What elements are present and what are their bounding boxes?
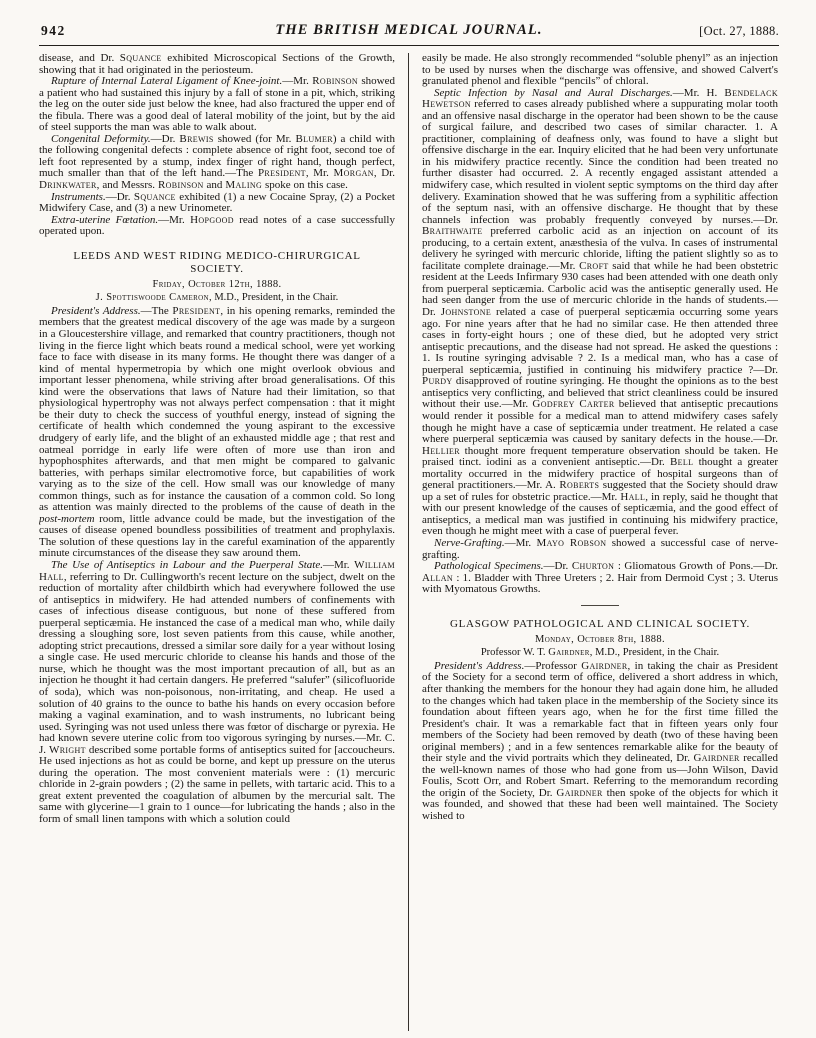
text-segment: room, little advance could be made, but the investigation of the causes of disease opened boundless possibilities of treatment and prophylaxis. The solution of these questions lay in the careful examination of the apparently minute circumstances of the disease they saw around them. [39, 512, 395, 560]
paragraph [422, 661, 778, 823]
italic-text: The Use of Antiseptics in Labour and the Puerperal State. [51, 558, 323, 571]
section-subtitle [39, 279, 395, 292]
text-segment: thought more frequent temperature observation should be taken. He praised tinct. iodini as a convenient antiseptic.—Dr. [422, 444, 778, 469]
text-segment: showed a patient who had sustained this injury by a fall of stone in a pit, which, striking the leg on the outer side just below the knee, had also fractured the upper end of the fibula. There was a good deal of lateral mobility of the joint, but by the aid of steel supports the man was able to walk about. [39, 75, 395, 134]
italic-text: Nerve-Grafting. [434, 536, 505, 549]
text-segment: , referring to Dr. Cullingworth's recent lecture on the subject, dwelt on the reduction of mortality after childbirth which had everywhere followed the use of antiseptics in midwifery. He had attended numbers of confinements with cases of infectious disease contiguous, but none of these suffered from puerperal septicæmia. He instanced the case of a medical man who, while daily dressing a sloughing sore, lost seven patients from this cause, while another, adopting strict precautions, dressed a similar sore daily for a year without losing a single case. He used mercuric chloride to cleanse his hands and those of the nurse, which he thought was the most important precaution of all, but as an injection he thought it had certain dangers. He preferred “salufer” (silicofluoride of soda), which was non-poisonous, non-irritating, and cheap. He used a solution of 40 grains to the ounce to bathe his hands on every occasion before making a vaginal examination, and to wash instruments, no lubricant being used. Syringing was not used unless there was fœtor of discharge or pyrexia. He had known severe uterine colic from too vigorous syringing by nurses.—Mr. C. J. [39, 570, 395, 756]
person-name: Hellier [422, 444, 460, 457]
paragraph [422, 538, 778, 561]
person-name: Purdy [422, 375, 453, 388]
person-name: Godfrey Carter [532, 398, 615, 411]
text-segment: described some portable forms of antiseptics suited for [accoucheurs. He used injections as hot as could be borne, and kept up pressure on the uterus during the operation. The most convenient materials were : (1) mercuric chloride in 2-grain powders ; (2) the same in pellets, with tartaric acid. This to a great extent prevented the coagulation of albumen by the mercurial salt. The same with glycerine—1 grain to 1 ounce—for lubricating the hands ; also in the form of small linen tampons with which a solution could [39, 743, 395, 825]
page-body [39, 53, 779, 1031]
text-segment: , in taking the chair as President of the Society for a second term of office, delivered a short address in which, after thanking the members for the honour they had again done him, he alluded to the changes which had taken place in the membership of the Society since its foundation about fifteen years ago, when he for the first time filled the President's chair. It was a remarkable fact that in fifteen years only four members of the Society had been removed by death (two of these having been original members) ; and in a few sentences remarkable alike for the beauty of their style and the vivid portraits which they delineated, Dr. [422, 659, 778, 765]
text-segment: —Mr. [158, 213, 191, 226]
section-subtitle [39, 292, 395, 305]
italic-text: Rupture of Internal Lateral Ligament of Knee-joint. [51, 75, 283, 88]
person-name: Brewis [179, 132, 214, 145]
text-segment: —Mr. [504, 536, 537, 549]
section-title [444, 618, 756, 631]
person-name: Morgan [333, 167, 374, 180]
text-segment: , M.D., President, in the Chair. [208, 292, 339, 304]
left-column [39, 53, 395, 1031]
person-name: Gairdner [548, 647, 590, 659]
paragraph [39, 192, 395, 215]
right-column [422, 53, 778, 1031]
text-segment: disapproved of routine syringing. He thought the opinions as to the best antiseptics very conflicting, and believed that strict cleanliness could be insured without their use.—Mr. [422, 375, 778, 411]
italic-text: Extra-uterine Fœtation. [51, 213, 159, 226]
text-segment: recalled the well-known names of those who had gone from us—John Wilson, David Foulis, Scott Orr, and Robert Smart. Referring to the memorandum recording the origin of the Society, Dr. [422, 752, 778, 799]
person-name: Blumer [295, 132, 333, 145]
text-segment: —Dr. [150, 132, 180, 145]
paragraph [39, 560, 395, 826]
paragraph [39, 306, 395, 560]
person-name: President [257, 167, 306, 180]
text-segment: , Mr. [305, 167, 334, 180]
section-subtitle [422, 647, 778, 660]
text-segment: spoke on this case. [262, 179, 348, 192]
italic-text: President's Address. [434, 659, 525, 672]
journal-title: THE BRITISH MEDICAL JOURNAL. [275, 22, 543, 38]
text-segment: believed that antiseptic precautions would render it possible for a medical man to attend midwifery cases safely though he might have a case of septicæmia under treatment. He related a case where puerperal septicæmia was caused by sanitary defects in the house.—Dr. [422, 398, 778, 446]
person-name: Gairdner [581, 659, 628, 672]
text-segment: —Dr. [543, 560, 572, 573]
person-name: Robinson [312, 75, 358, 88]
person-name: Mayo Robson [536, 536, 607, 549]
paragraph [39, 134, 395, 192]
person-name: Maling [225, 179, 263, 192]
page-number: 942 [41, 23, 66, 38]
text-segment: showed (for Mr. [213, 132, 296, 145]
person-name: Gairdner [693, 752, 740, 765]
text-segment: —Mr. H. [672, 86, 725, 99]
text-segment: then spoke of the objects for which it was founded, and showed that these had been well maintained. The Society wished to [422, 786, 778, 822]
text-segment: referred to cases already published where a suppurating molar tooth and an offensive nasal discharge in the operator had been shown to be the cause of surgical failure, and described two cases of similar character. 1. A practitioner, complaining of deafness only, was found to have a slight but offensive discharge in the ear. Inquiry elicited that he had been very unfortunate in his midwifery practice recently. Since the condition had been treated no further disaster had occurred. 2. A recently engaged assistant attended a midwifery case, which resulted in violent septic symptoms on the third day after delivery. Examination showed that he was suffering from a syphilitic affection of the septum nasi, with an offensive discharge. He thought that by these channels infection was probably frequently conveyed by nurses.—Dr. [422, 98, 778, 226]
text-segment: —Professor [524, 659, 582, 672]
text-segment: exhibited Microscopical Sections of the Growth, showing that it had originated in the periosteum. [39, 53, 395, 76]
person-name: Hall [620, 490, 646, 503]
text-segment: related a case of puerperal septicæmia occurring some years ago. For nine years after that he had no similar case. He then attended three cases in forty-eight hours ; one of these died, but he adopted very strict antiseptic precautions, and the disease had not spread. He asked the questions : 1. Is routine syringing advisable ? 2. Is a medical man, who has a case of puerperal septicæmia, justified in continuing his midwifery practice ?—Dr. [422, 306, 778, 376]
text-segment: showed a successful case of nerve-grafting. [422, 536, 778, 561]
person-name: Friday, October 12th, 1888. [152, 278, 282, 290]
text-segment: —Dr. [105, 190, 134, 203]
person-name: Johnstone [440, 306, 492, 319]
text-segment: , in his opening remarks, reminded the members that the greatest medical discovery of the age was made by a surgeon in a Gloucestershire village, and remarked that country practitioners, though not living in the fierce light which beats round a medical school, were yet working face to face with disease in its many forms. He thought there was danger of a kind of mental hypermetropia by which one might overlook obvious and important lesser phenomena, while striving after broad generalisations. Of this kind were the observations that laws of Nature had their limitation, so that physiological hypertrophy was not always perfect compensation : that it might be their duty to check the success of youthful energy, instead of signing the certificate of health which condemned the young aspirant to the excessive drudgery of early life, and the blight of an exhausted middle age ; that rest and oatmeal porridge in early life were often of more use than iron and hypophosphites afterwards, and that men might be compared to galvanic batteries, with perhaps similar electromotive force, but capabilities of work varying as to the size of the cell. How small was our knowledge of many common things, such as for instance the causation of a common cold. So long as attention was mainly directed to the problems of the cause of death in the [39, 304, 395, 514]
person-name: Drinkwater [39, 179, 97, 192]
text-segment: suggested that the Society should draw up a set of rules for obstetric practice.—Mr. [422, 479, 778, 503]
paragraph [422, 53, 778, 88]
person-name: President [172, 304, 221, 317]
text-segment: read notes of a case successfully operated upon. [39, 213, 395, 238]
person-name: Squance [119, 53, 162, 64]
text-segment: preferred carbolic acid as an injection on account of its producing, to a certain extent, anæsthesia of the vulva. In cases of instrumental delivery he syringed with mercuric chloride, lifting the patient slightly so as to facilitate complete drainage.—Mr. [422, 225, 778, 272]
text-segment: , in reply, said he thought that with our present knowledge of the causes of septicæmia, and the good effect of antiseptics, a medical man was justified in continuing his midwifery practice, even though he might meet with a case of puerperal fever. [422, 490, 778, 538]
text-segment: LEEDS AND WEST RIDING MEDICO-CHIRURGICAL SOCIETY. [73, 249, 361, 275]
text-segment: thought a greater mortality occurred in the midwifery practice of hospital surgeons than of general practitioners.—Mr. A. [422, 456, 778, 492]
text-segment: , Dr. [373, 167, 395, 180]
text-segment: —The [140, 304, 173, 317]
text-segment: ) a child with the following congenital defects : complete absence of right foot, second toe of left foot represented by a stump, index finger of right hand, though perfect, much smaller than that of the left hand.—The [39, 132, 395, 180]
paragraph [39, 76, 395, 134]
text-segment: , M.D., President, in the Chair. [589, 647, 720, 659]
text-segment: exhibited (1) a new Cocaine Spray, (2) a Pocket Midwifery Case, and (3) a new Urinometer. [39, 190, 395, 215]
section-divider [581, 605, 619, 606]
italic-text: Congenital Deformity. [51, 132, 151, 145]
person-name: Churton [571, 560, 615, 573]
text-segment: : Gliomatous Growth of Pons.—Dr. [614, 560, 778, 573]
text-segment: —Mr. [322, 558, 355, 571]
person-name: Squance [133, 190, 176, 203]
paragraph [422, 561, 778, 596]
section-subtitle [422, 634, 778, 647]
text-segment: : 1. Bladder with Three Ureters ; 2. Hair from Dermoid Cyst ; 3. Uterus with Myomatous Growths. [422, 571, 778, 596]
person-name: Bendelack Hewetson [422, 86, 778, 111]
text-segment: and [203, 179, 226, 192]
text-segment: disease, and Dr. [39, 53, 120, 64]
person-name: Braithwaite [422, 225, 483, 238]
text-segment: , and Messrs. [96, 179, 158, 192]
person-name: Hopgood [190, 213, 234, 226]
paragraph [39, 215, 395, 238]
person-name: Croft [579, 259, 609, 272]
text-segment: Professor W. T. [480, 647, 549, 659]
italic-text: President's Address. [51, 304, 141, 317]
person-name: Roberts [559, 479, 600, 492]
italic-text: Pathological Specimens. [434, 560, 544, 573]
text-segment: easily be made. He also strongly recommended “soluble phenyl” as an injection to be used by nurses when the discharge was offensive, and showed Calvert's granulated phenol and flexible “pencils” of chloral. [422, 53, 778, 88]
section-title [61, 250, 373, 276]
person-name: J. Spottiswoode Cameron [95, 292, 209, 304]
italic-text: post-mortem [39, 512, 95, 525]
text-segment: —Mr. [282, 75, 313, 88]
person-name: Robinson [157, 179, 204, 192]
page-header [39, 22, 779, 42]
person-name: Bell [670, 456, 694, 469]
person-name: Allan [422, 571, 454, 584]
paragraph [422, 88, 778, 538]
person-name: William Hall [39, 558, 395, 583]
person-name: Gairdner [556, 786, 603, 799]
person-name: Wright [48, 743, 86, 756]
issue-date: [Oct. 27, 1888. [699, 24, 779, 38]
text-segment: GLASGOW PATHOLOGICAL AND CLINICAL SOCIETY. [449, 617, 750, 630]
italic-text: Septic Infection by Nasal and Aural Discharges. [434, 86, 673, 99]
text-segment: said that while he had been obstetric resident at the Leeds Infirmary 930 cases had been attended with one death only from puerperal septicæmia. Carbolic acid was the antiseptic generally used. He had seen danger from the use of mercuric chloride in the hands of students.—Dr. [422, 259, 778, 319]
person-name: Monday, October 8th, 1888. [535, 633, 665, 645]
header-rule [39, 45, 779, 46]
paragraph [39, 53, 395, 76]
column-divider [408, 53, 409, 1031]
italic-text: Instruments. [51, 190, 106, 203]
